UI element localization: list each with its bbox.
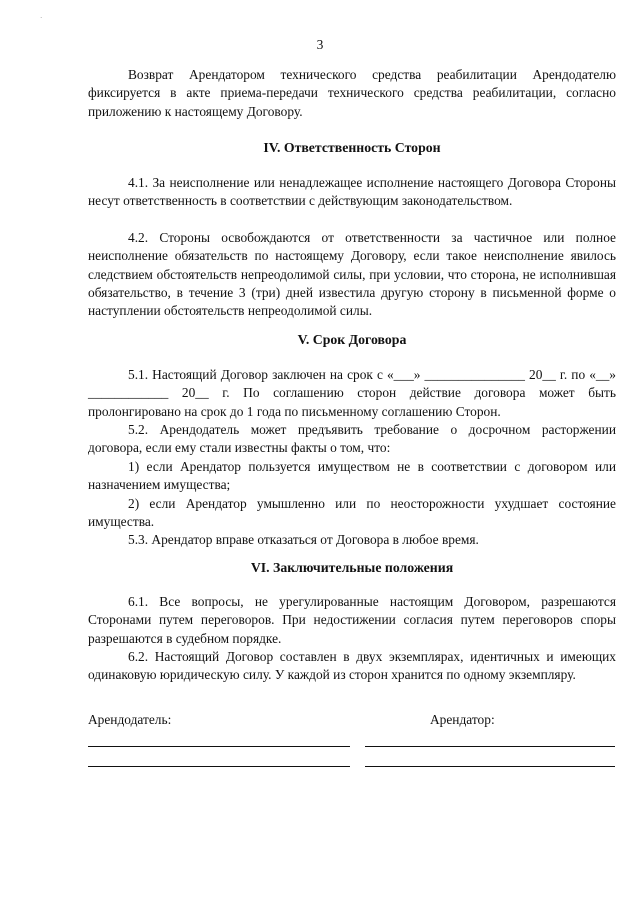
lessee-signature-line: [365, 746, 615, 747]
lessor-label: Арендодатель:: [88, 712, 172, 727]
paragraph-4-1: 4.1. За неисполнение или ненадлежащее исполнение настоящего Договора Стороны несут ответственность в соответствии с действующим законодательством.: [88, 175, 616, 209]
section-6-heading: VI. Заключительные положения: [250, 560, 454, 575]
scan-mark: ·: [40, 14, 43, 22]
paragraph-5-2: 5.2. Арендодатель может предъявить требование о досрочном расторжении договора, если ему стали известны факты о том, что:: [88, 422, 616, 456]
paragraph-5-1: 5.1. Настоящий Договор заключен на срок с «___» _______________ 20__ г. по «__» ____________ 20__ г. По соглашению сторон действие договора может быть пролонгировано на срок до 1 года по письменному соглашению Сторон.: [88, 367, 616, 419]
lessee-label: Арендатор:: [430, 712, 495, 727]
lessor-signature-line: [88, 746, 350, 747]
paragraph-5-2-item-2: 2) если Арендатор умышленно или по неосторожности ухудшает состояние имущества.: [88, 496, 616, 530]
paragraph-5-3: 5.3. Арендатор вправе отказаться от Договора в любое время.: [128, 532, 479, 547]
section-4-heading: IV. Ответственность Сторон: [263, 140, 441, 155]
paragraph-4-2: 4.2. Стороны освобождаются от ответственности за частичное или полное неисполнение обязательств по настоящему Договору, если такое неисполнение явилось следствием обстоятельств непреодолимой силы, при условии, что сторона, не исполнившая обязательство, в течение 3 (три) дней известила другую сторону в письменной форме о наступлении обстоятельств непреодолимой силы.: [88, 230, 616, 319]
lessor-name-line: [88, 766, 350, 767]
paragraph-6-2: 6.2. Настоящий Договор составлен в двух экземплярах, идентичных и имеющих одинаковую юридическую силу. У каждой из сторон хранится по одному экземпляру.: [88, 649, 616, 683]
page-number: 3: [316, 37, 324, 52]
intro-paragraph: Возврат Арендатором технического средства реабилитации Арендодателю фиксируется в акте приема-передачи технического средства реабилитации, согласно приложению к настоящему Договору.: [88, 67, 616, 119]
section-5-heading: V. Срок Договора: [297, 332, 407, 347]
paragraph-5-2-item-1: 1) если Арендатор пользуется имуществом не в соответствии с договором или назначением имущества;: [88, 459, 616, 493]
lessee-name-line: [365, 766, 615, 767]
paragraph-6-1: 6.1. Все вопросы, не урегулированные настоящим Договором, разрешаются Сторонами путем переговоров. При недостижении согласия путем переговоров споры разрешаются в судебном порядке.: [88, 594, 616, 646]
